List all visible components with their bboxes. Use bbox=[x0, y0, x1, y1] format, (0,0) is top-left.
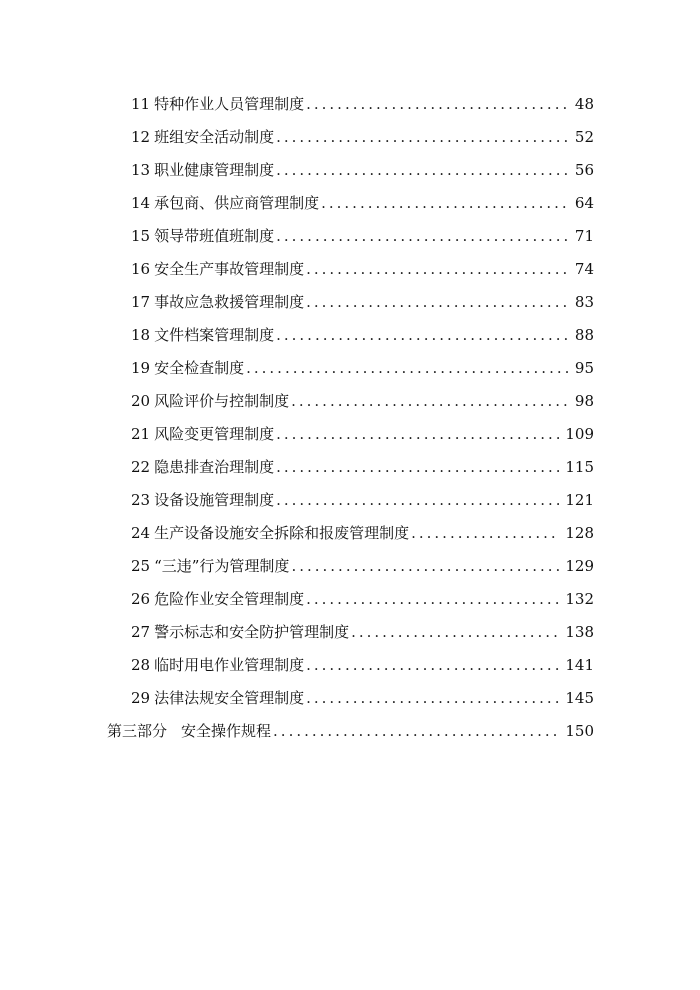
toc-entry-page: 121 bbox=[565, 491, 594, 509]
toc-entry-title: 隐患排查治理制度 bbox=[154, 458, 275, 476]
dot-leader bbox=[351, 616, 559, 649]
toc-entry[interactable] bbox=[131, 418, 594, 451]
toc-entry-title: 临时用电作业管理制度 bbox=[154, 656, 305, 674]
dot-leader bbox=[291, 550, 559, 583]
toc-part-label: 第三部分 bbox=[107, 722, 168, 740]
toc-entry-page: 138 bbox=[565, 623, 594, 641]
toc-entry-title: 法律法规安全管理制度 bbox=[154, 689, 305, 707]
toc-entry-page: 115 bbox=[565, 458, 594, 476]
toc-entry[interactable] bbox=[131, 550, 594, 583]
dot-leader bbox=[276, 121, 569, 154]
toc-entry-title: 设备设施管理制度 bbox=[154, 491, 275, 509]
toc-entry-title: 生产设备设施安全拆除和报废管理制度 bbox=[154, 524, 410, 542]
toc-entry-title: 安全检查制度 bbox=[154, 359, 245, 377]
dot-leader bbox=[276, 451, 559, 484]
toc-entry-title: 职业健康管理制度 bbox=[154, 161, 275, 179]
toc-entry-number: 15 bbox=[131, 227, 151, 245]
toc-entry-number: 28 bbox=[131, 656, 151, 674]
dot-leader bbox=[306, 649, 559, 682]
toc-entry-title: 警示标志和安全防护管理制度 bbox=[154, 623, 350, 641]
toc-entry-page: 128 bbox=[565, 524, 594, 542]
toc-entry-number: 20 bbox=[131, 392, 151, 410]
toc-entry-title: 风险评价与控制制度 bbox=[154, 392, 290, 410]
toc-entry[interactable] bbox=[131, 484, 594, 517]
toc-entry-title: 领导带班值班制度 bbox=[154, 227, 275, 245]
toc-entry-number: 11 bbox=[131, 95, 151, 113]
toc-entry[interactable] bbox=[131, 352, 594, 385]
toc-entry-number: 23 bbox=[131, 491, 151, 509]
toc-entry-page: 83 bbox=[574, 293, 594, 311]
toc-entry[interactable] bbox=[131, 319, 594, 352]
toc-entry-page: 88 bbox=[574, 326, 594, 344]
toc-entry-title: 文件档案管理制度 bbox=[154, 326, 275, 344]
toc-entry-number: 25 bbox=[131, 557, 151, 575]
toc-entry[interactable] bbox=[131, 682, 594, 715]
dot-leader bbox=[306, 682, 559, 715]
toc-entry-title: 安全生产事故管理制度 bbox=[154, 260, 305, 278]
dot-leader bbox=[276, 319, 569, 352]
toc-entry[interactable] bbox=[131, 253, 594, 286]
toc-entry[interactable] bbox=[131, 517, 594, 550]
toc-entry-number: 26 bbox=[131, 590, 151, 608]
toc-entry-page: 64 bbox=[574, 194, 594, 212]
toc-entry-number: 16 bbox=[131, 260, 151, 278]
toc-entry-title: 班组安全活动制度 bbox=[154, 128, 275, 146]
toc-entry-page: 95 bbox=[574, 359, 594, 377]
toc-entry-number: 13 bbox=[131, 161, 151, 179]
toc-entry-number: 17 bbox=[131, 293, 151, 311]
dot-leader bbox=[276, 220, 569, 253]
toc-entry[interactable] bbox=[131, 649, 594, 682]
toc-entry[interactable] bbox=[131, 220, 594, 253]
toc-entry[interactable] bbox=[131, 385, 594, 418]
toc-entry[interactable] bbox=[131, 187, 594, 220]
toc-entry-number: 27 bbox=[131, 623, 151, 641]
toc-entry-number: 19 bbox=[131, 359, 151, 377]
toc-entry-page: 98 bbox=[574, 392, 594, 410]
dot-leader bbox=[306, 583, 559, 616]
toc-entry-page: 56 bbox=[574, 161, 594, 179]
toc-part-entry[interactable] bbox=[107, 715, 594, 748]
dot-leader bbox=[306, 253, 569, 286]
toc-entry-page: 141 bbox=[565, 656, 594, 674]
toc-entry-page: 48 bbox=[574, 95, 594, 113]
toc-entry-number: 18 bbox=[131, 326, 151, 344]
toc-entry-page: 145 bbox=[565, 689, 594, 707]
toc-entry-number: 22 bbox=[131, 458, 151, 476]
toc-entry-number: 29 bbox=[131, 689, 151, 707]
toc-entry[interactable] bbox=[131, 154, 594, 187]
toc-entry-number: 24 bbox=[131, 524, 151, 542]
toc-entry-page: 109 bbox=[565, 425, 594, 443]
dot-leader bbox=[273, 715, 559, 748]
toc-entry[interactable] bbox=[131, 121, 594, 154]
toc-entry[interactable] bbox=[131, 583, 594, 616]
dot-leader bbox=[276, 154, 569, 187]
toc-entry-title: 特种作业人员管理制度 bbox=[154, 95, 305, 113]
toc-entry-number: 14 bbox=[131, 194, 151, 212]
toc-entry-title: “三违”行为管理制度 bbox=[154, 557, 290, 575]
toc-entry-title: 承包商、供应商管理制度 bbox=[154, 194, 320, 212]
toc-entry-title: 风险变更管理制度 bbox=[154, 425, 275, 443]
toc-entry[interactable] bbox=[131, 616, 594, 649]
toc-entry-page: 71 bbox=[574, 227, 594, 245]
toc-entry-page: 129 bbox=[565, 557, 594, 575]
toc-entry-number: 21 bbox=[131, 425, 151, 443]
toc-entry-title: 事故应急救援管理制度 bbox=[154, 293, 305, 311]
dot-leader bbox=[246, 352, 569, 385]
toc-entry-number: 12 bbox=[131, 128, 151, 146]
dot-leader bbox=[306, 88, 569, 121]
dot-leader bbox=[291, 385, 569, 418]
toc-entry-page: 52 bbox=[574, 128, 594, 146]
toc-entry-page: 74 bbox=[574, 260, 594, 278]
toc-entry[interactable] bbox=[131, 286, 594, 319]
toc-entry[interactable] bbox=[131, 88, 594, 121]
toc-entry-page: 132 bbox=[565, 590, 594, 608]
dot-leader bbox=[411, 517, 559, 550]
dot-leader bbox=[276, 418, 559, 451]
dot-leader bbox=[306, 286, 569, 319]
toc-entry[interactable] bbox=[131, 451, 594, 484]
dot-leader bbox=[276, 484, 559, 517]
toc-entry-title: 危险作业安全管理制度 bbox=[154, 590, 305, 608]
toc-part-title: 安全操作规程 bbox=[181, 722, 272, 740]
dot-leader bbox=[321, 187, 569, 220]
toc-part-page: 150 bbox=[565, 722, 594, 740]
